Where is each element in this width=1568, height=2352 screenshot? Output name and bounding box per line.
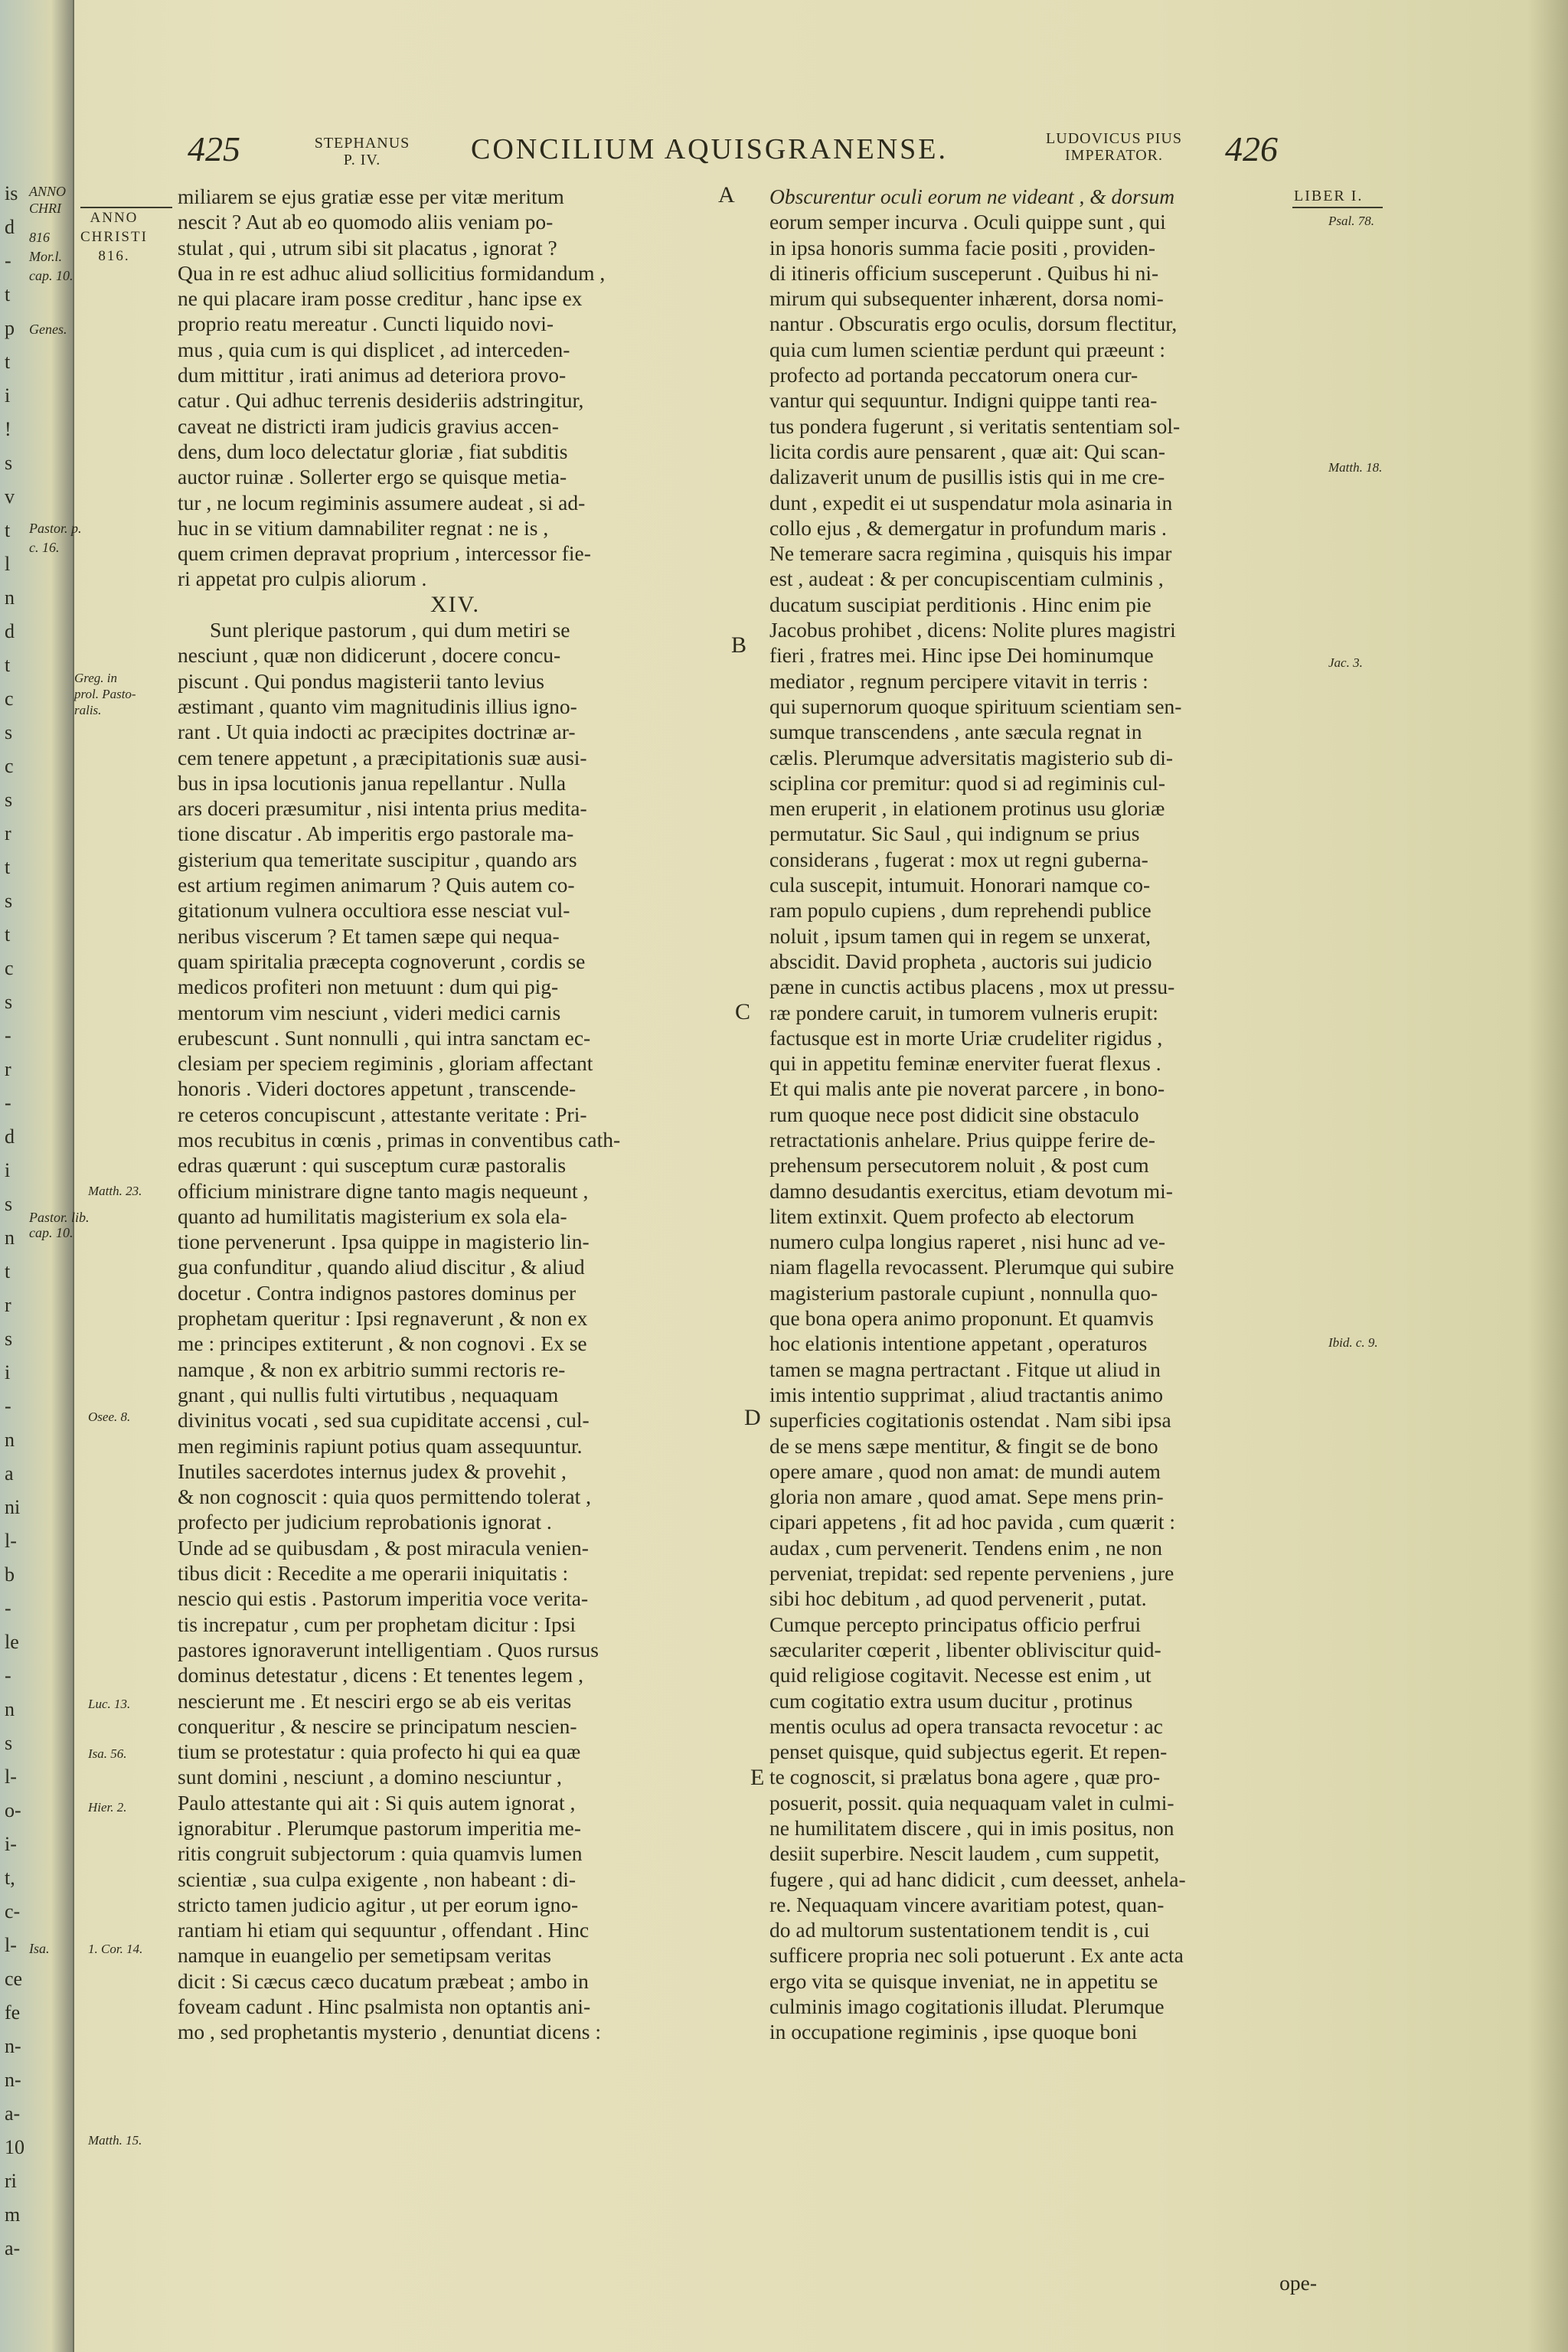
text-line: nescierunt me . Et nesciri ergo se ab eis veritas — [178, 1688, 572, 1713]
text-line: sibi hoc debitum , ad quod pervenerit , putat. — [769, 1586, 1147, 1611]
text-line: culminis imago cogitationis illudat. Plerumque — [769, 1994, 1165, 2019]
previous-page-fragment: d — [5, 1125, 15, 1148]
text-line: vantur qui sequuntur. Indigni quippe tanti rea- — [769, 388, 1158, 413]
previous-page-fragment: ri — [5, 2170, 17, 2192]
text-line: officium ministrare digne tanto magis nequeunt , — [178, 1178, 589, 1203]
previous-page-fragment: n — [5, 1227, 15, 1249]
previous-page-fragment: is — [5, 182, 18, 204]
text-line: scientiæ , sua culpa exigente , non habeant : di- — [178, 1867, 577, 1891]
text-line: sæculariter cœperit , libenter obliviscitur quid- — [769, 1637, 1161, 1661]
text-line: tione discatur . Ab imperitis ergo pastorale ma- — [178, 822, 574, 846]
text-line: clesiam per speciem regiminis , gloriam affectant — [178, 1051, 593, 1076]
previous-page-fragment: a- — [5, 2102, 21, 2125]
text-line: retractationis anhelare. Prius quippe ferire de- — [769, 1127, 1155, 1152]
text-line: desiit superbire. Nescit laudem , cum suppetit, — [769, 1841, 1160, 1866]
text-line: ræ pondere caruit, in tumorem vulneris erupit: — [769, 1000, 1158, 1024]
previous-page-fragment: b — [5, 1563, 15, 1586]
previous-page-fragment: c- — [5, 1900, 21, 1922]
text-line: considerans , fugerat : mox ut regni guberna- — [769, 847, 1148, 871]
previous-page-fragment: a- — [5, 2237, 21, 2259]
previous-page-fragment: i — [5, 1159, 11, 1181]
previous-page-fragment: t — [5, 283, 11, 305]
previous-page-fragment: d — [5, 216, 15, 238]
text-line: dicit : Si cæcus cæco ducatum præbeat ; ambo in — [178, 1968, 589, 1993]
previous-page-fragment: r — [5, 822, 11, 844]
text-line: magisterium pastorale cupiunt , nonnulla quo- — [769, 1280, 1158, 1305]
previous-page-fragment: c — [5, 755, 14, 777]
previous-page-fragment: d — [5, 620, 15, 642]
text-line: prehensum persecutorem noluit , & post cum — [769, 1153, 1149, 1178]
text-line: tur , ne locum regiminis assumere audeat , si ad- — [178, 490, 586, 514]
text-line: ritis congruit subjectorum : quia quamvis lumen — [178, 1841, 583, 1866]
text-line: tione pervenerunt . Ipsa quippe in magisterio lin- — [178, 1230, 590, 1254]
margin-note-matth-18: Matth. 18. — [1328, 460, 1383, 475]
previous-page-fragment: s — [5, 1193, 13, 1215]
text-line: permutatur. Sic Saul , qui indignum se prius — [769, 822, 1140, 846]
previous-page-fragment: n — [5, 1698, 15, 1720]
text-line: nescio qui estis . Pastorum imperitia voce verita- — [178, 1586, 589, 1611]
previous-page-fragment: i — [5, 1361, 11, 1383]
previous-page-fragment: c — [5, 688, 14, 710]
margin-note-hier-2: Hier. 2. — [88, 1800, 127, 1815]
text-line: auctor ruinæ . Sollerter ergo se quisque metia- — [178, 465, 567, 489]
previous-page-fragment: m — [5, 2203, 21, 2226]
previous-page-note: Genes. — [29, 322, 67, 337]
text-line: tium se protestatur : quia profecto hi qui ea quæ — [178, 1740, 581, 1764]
margin-letter-e: E — [750, 1765, 765, 1790]
margin-note-matth-15: Matth. 15. — [88, 2133, 142, 2148]
text-line: te cognoscit, si prælatus bona agere , quæ pro- — [769, 1765, 1161, 1789]
text-line: damno desudantis exercitus, etiam devotum mi- — [769, 1178, 1173, 1203]
text-line: cum cogitatio extra usum ducitur , protinus — [769, 1688, 1133, 1713]
text-line: Cumque percepto principatus officio perfrui — [769, 1612, 1142, 1636]
previous-page-fragment: t — [5, 1260, 11, 1282]
text-line: noluit , ipsum tamen qui in regem se unxerat, — [769, 923, 1151, 948]
previous-page-note: 816 — [29, 230, 50, 245]
text-line: ducatum suscipiat perditionis . Hinc enim pie — [769, 592, 1152, 616]
liber-label: LIBER I. — [1294, 188, 1364, 204]
text-line: medicos profiteri non metuunt : dum qui pig- — [178, 975, 559, 999]
previous-page-fragment: le — [5, 1631, 19, 1653]
text-line: ne humilitatem discere , qui in imis positus, non — [769, 1816, 1174, 1840]
text-line: opere amare , quod non amat: de mundi autem — [769, 1459, 1161, 1483]
text-line: dominus detestatur , dicens : Et tenentes legem , — [178, 1663, 584, 1687]
previous-page-fragment: t — [5, 654, 11, 676]
previous-page-fragment: s — [5, 991, 13, 1013]
text-line: posuerit, possit. quia nequaquam valet in culmi- — [769, 1790, 1174, 1815]
text-line: nantur . Obscuratis ergo oculis, dorsum flectitur, — [769, 312, 1178, 336]
text-line: quam spiritalia præcepta cognoverunt , cordis se — [178, 949, 586, 973]
running-head-right-line-2: IMPERATOR. — [1065, 147, 1163, 164]
text-line: mentorum vim nesciunt , videri medici carnis — [178, 1000, 561, 1024]
text-line: erubescunt . Sunt nonnulli , qui intra sanctam ec- — [178, 1025, 591, 1050]
text-line: profecto ad portanda peccatorum onera cur- — [769, 363, 1138, 387]
text-line: & non cognoscit : quia quos permittendo tolerat , — [178, 1485, 591, 1509]
text-line: Ne temerare sacra regimina , quisquis his impar — [769, 541, 1172, 566]
text-line: gisterium qua temeritate suscipitur , quando ars — [178, 847, 577, 871]
margin-note-greg — [74, 670, 136, 718]
text-line: mus , quia cum is qui displicet , ad interceden- — [178, 337, 570, 361]
running-head-right-line-1: LUDOVICUS PIUS — [1046, 130, 1182, 147]
text-line: collo ejus , & demergatur in profundum maris . — [769, 515, 1167, 540]
text-line: rantiam hi etiam qui sequuntur , offendant . Hinc — [178, 1918, 590, 1942]
text-line: Inutiles sacerdotes internus judex & provehit , — [178, 1459, 567, 1483]
text-line: fugere , qui ad hanc didicit , cum deesset, anhela- — [769, 1867, 1186, 1891]
text-line: est artium regimen animarum ? Quis autem co- — [178, 873, 575, 897]
margin-letter-b: B — [731, 632, 747, 658]
margin-letter-d: D — [744, 1405, 761, 1430]
text-line: cipari appetens , fit ad hoc pavida , cum quærit : — [769, 1510, 1175, 1534]
text-line: tibus dicit : Recedite a me operarii iniquitatis : — [178, 1561, 569, 1586]
text-line: licita cordis aure pensarent , quæ ait: Qui scan- — [769, 439, 1165, 463]
previous-page-fragment: - — [5, 1664, 11, 1687]
margin-note-line: prol. Pasto- — [74, 687, 136, 701]
text-line: stulat , qui , utrum sibi sit placatus , ignorat ? — [178, 235, 557, 260]
text-line: dunt , expedit ei ut suspendatur mola asinaria in — [769, 490, 1173, 514]
previous-page-fragment: i- — [5, 1833, 17, 1855]
margin-note-line: ralis. — [74, 703, 102, 717]
catchword: ope- — [1279, 2271, 1317, 2295]
previous-page-fragment: s — [5, 789, 13, 811]
right-column — [769, 184, 1317, 2045]
previous-page-fragment: ! — [5, 418, 11, 440]
text-line: æstimant , quanto vim magnitudinis illius igno- — [178, 694, 577, 718]
text-line: penset quisque, quid subjectus egerit. Et repen- — [769, 1740, 1168, 1764]
text-line: cælis. Plerumque adversitatis magisterio sub di- — [769, 745, 1173, 769]
text-line: piscunt . Qui pondus magisterii tanto levius — [178, 668, 544, 693]
text-line: quia cum lumen scientiæ perdunt qui præeunt : — [769, 337, 1166, 361]
previous-page-note: cap. 10. — [29, 268, 74, 283]
previous-page-note: cap. 10. — [29, 1225, 74, 1240]
previous-page-note: Mor.l. — [29, 249, 63, 264]
page-number-left: 425 — [188, 129, 240, 168]
previous-page-fragment: s — [5, 1732, 13, 1754]
running-head-left-line-1: STEPHANUS — [314, 135, 410, 152]
text-line: ri appetat pro culpis aliorum . — [178, 567, 427, 591]
text-line: docetur . Contra indignos pastores dominus per — [178, 1280, 577, 1305]
text-line: gua confunditur , quando aliud discitur , & aliud — [178, 1255, 585, 1279]
previous-page-fragment: c — [5, 957, 14, 979]
text-line: est , audeat : & per concupiscentiam culminis , — [769, 567, 1164, 591]
text-line: bus in ipsa locutionis janua repellantur . Nulla — [178, 770, 567, 795]
margin-note-psal-78: Psal. 78. — [1328, 214, 1374, 228]
text-line: pæne in cunctis actibus placens , mox ut pressu- — [769, 975, 1175, 999]
previous-page-fragment: n- — [5, 2069, 21, 2091]
text-line: sunt domini , nesciunt , a domino nesciuntur , — [178, 1765, 562, 1789]
previous-page-fragment: - — [5, 1092, 11, 1114]
text-line: fieri , fratres mei. Hinc ipse Dei hominumque — [769, 643, 1154, 668]
text-line: quanto ad humilitatis magisterium ex sola ela- — [178, 1204, 567, 1228]
margin-note-luc-13: Luc. 13. — [88, 1697, 131, 1711]
anno-christi — [80, 208, 148, 266]
text-line: mentis oculus ad opera transacta revocetur : ac — [769, 1713, 1163, 1738]
text-line: numero culpa longius raperet , nisi hunc ad ve- — [769, 1230, 1165, 1254]
text-line: me : principes extiterunt , & non cognovi . Ex se — [178, 1331, 587, 1356]
running-head-left-line-2: P. IV. — [343, 152, 381, 168]
text-line: foveam cadunt . Hinc psalmista non optantis ani- — [178, 1994, 591, 2019]
previous-page-fragment: t — [5, 923, 11, 946]
text-line: mos recubitus in cœnis , primas in conventibus cath- — [178, 1127, 621, 1152]
text-line: in occupatione regiminis , ipse quoque boni — [769, 2020, 1138, 2044]
previous-page-fragment: t — [5, 519, 11, 541]
previous-page-fragment: r — [5, 1058, 11, 1080]
text-line: cem tenere appetunt , a præcipitationis suæ ausi- — [178, 745, 587, 769]
text-line: Qua in re est adhuc aliud sollicitius formidandum , — [178, 260, 606, 285]
previous-page-fragment: s — [5, 1328, 13, 1350]
previous-page-note: c. 16. — [29, 540, 60, 555]
text-line: ram populo cupiens , dum reprehendi publice — [769, 898, 1152, 923]
previous-page-fragment: n- — [5, 2035, 21, 2057]
text-line: eorum semper incurva . Oculi quippe sunt , qui — [769, 210, 1166, 234]
previous-page-fragment: t — [5, 351, 11, 373]
previous-page-fragment: s — [5, 890, 13, 912]
previous-page-note: CHRI — [29, 201, 61, 216]
text-line: caveat ne districti iram judicis gravius accen- — [178, 413, 559, 438]
text-line: miliarem se ejus gratiæ esse per vitæ meritum — [178, 185, 564, 208]
margin-note-jac-3: Jac. 3. — [1328, 655, 1363, 670]
text-line: abscidit. David propheta , auctoris sui judicio — [769, 949, 1152, 973]
text-line: nesciunt , quæ non didicerunt , docere concu- — [178, 643, 561, 668]
text-line: mirum qui subsequenter inhærent, dorsa nomi- — [769, 286, 1164, 311]
text-line: sufficere propria nec soli potuerunt . Ex ante acta — [769, 1943, 1184, 1968]
anno-line-1: ANNO — [90, 210, 139, 226]
text-line: hoc elationis intentione appetant , operaturos — [769, 1331, 1148, 1356]
text-line: in ipsa honoris summa facie positi , providen- — [769, 235, 1156, 260]
previous-page-fragment: ni — [5, 1496, 21, 1518]
text-line: Sunt plerique pastorum , qui dum metiri se — [210, 618, 570, 642]
previous-page-fragment: t, — [5, 1867, 15, 1889]
text-line: perveniat, trepidat: sed repente perveniens , jure — [769, 1561, 1174, 1586]
text-line: prophetam queritur : Ipsi regnaverunt , & non ex — [178, 1306, 588, 1331]
previous-page-fragment: p — [5, 317, 15, 339]
text-line: qui in appetitu feminæ enerviter fuerat flexus . — [769, 1051, 1161, 1076]
text-line: men eruperit , in elationem protinus usu gloriæ — [769, 796, 1165, 821]
margin-note-line: Greg. in — [74, 671, 118, 685]
previous-page-fragment: n — [5, 1429, 15, 1451]
margin-note-ibid-c9: Ibid. c. 9. — [1328, 1335, 1378, 1350]
text-line: qui supernorum quoque spirituum scientiam sen- — [769, 694, 1182, 718]
section-number: XIV. — [430, 591, 480, 617]
text-line: re ceteros concupiscunt , attestante veritate : Pri- — [178, 1102, 587, 1126]
text-line: Paulo attestante qui ait : Si quis autem ignorat , — [178, 1790, 576, 1815]
text-line: catur . Qui adhuc terrenis desideriis adstringitur, — [178, 388, 584, 413]
text-line: quem crimen depravat proprium , intercessor fie- — [178, 541, 591, 566]
text-line: Jacobus prohibet , dicens: Nolite plures magistri — [769, 618, 1176, 642]
previous-page-note: Pastor. p. — [29, 521, 82, 536]
margin-note-1-cor-14: 1. Cor. 14. — [88, 1942, 143, 1956]
text-line: audax , cum pervenerit. Tendens enim , ne non — [769, 1535, 1163, 1560]
previous-page-fragment: n — [5, 586, 15, 609]
previous-page-fragment: o- — [5, 1799, 21, 1821]
text-line: gnant , qui nullis fulti virtutibus , nequaquam — [178, 1382, 559, 1406]
text-line: tus pondera fugerunt , si veritatis sententiam sol- — [769, 413, 1181, 438]
previous-page-fragment: s — [5, 452, 13, 474]
margin-note-isa-56: Isa. 56. — [88, 1746, 127, 1761]
margin-letter-a: A — [718, 182, 735, 207]
text-line: niam flagella revocassent. Plerumque qui subire — [769, 1255, 1174, 1279]
previous-page-fragment: ce — [5, 1968, 23, 1990]
text-line: mediator , regnum percipere vitavit in terris : — [769, 668, 1148, 693]
previous-page-fragment: s — [5, 721, 13, 743]
text-line: rum quoque nece post didicit sine obstaculo — [769, 1102, 1139, 1126]
text-line: ignorabitur . Plerumque pastorum imperitia me- — [178, 1816, 581, 1840]
previous-page-fragment: t — [5, 856, 11, 878]
running-head-right — [1026, 130, 1202, 164]
text-line: superficies cogitationis ostendat . Nam sibi ipsa — [769, 1408, 1171, 1432]
text-line: ars doceri præsumitur , nisi intenta prius medita- — [178, 796, 587, 821]
text-line: conqueritur , & nescire se principatum nescien- — [178, 1713, 577, 1738]
text-line: dens, dum loco delectatur gloriæ , fiat subditis — [178, 439, 568, 463]
page-edge-shadow — [1527, 0, 1568, 2352]
margin-note-osee-8: Osee. 8. — [88, 1410, 131, 1424]
text-line: de se mens sæpe mentitur, & fingit se de bono — [769, 1433, 1158, 1458]
previous-page-fragment: l- — [5, 1934, 17, 1956]
text-line: mo , sed prophetantis mysterio , denuntiat dicens : — [178, 2020, 601, 2044]
previous-page-fragment: - — [5, 1597, 11, 1619]
text-line: nescit ? Aut ab eo quomodo aliis veniam po- — [178, 210, 554, 234]
text-line: re. Nequaquam vincere avaritiam potest, quan- — [769, 1892, 1165, 1916]
text-line: Unde ad se quibusdam , & post miracula venien- — [178, 1535, 589, 1560]
text-line: gloria non amare , quod amat. Sepe mens prin- — [769, 1485, 1164, 1509]
left-column — [178, 184, 733, 2045]
previous-page-fragment: v — [5, 485, 15, 508]
previous-page-fragment: - — [5, 1024, 11, 1047]
text-line: imis intentio supprimat , aliud tractantis animo — [769, 1382, 1164, 1406]
margin-note-matth-23: Matth. 23. — [88, 1184, 142, 1198]
text-line: di itineris officium susceperunt . Quibus hi ni- — [769, 260, 1159, 285]
running-head-left — [297, 135, 427, 168]
text-line: proprio reatu mereatur . Cuncti liquido novi- — [178, 312, 554, 336]
previous-page-fragment: l- — [5, 1530, 17, 1552]
text-line: men regiminis rapiunt potius quam assequuntur. — [178, 1433, 583, 1458]
text-line: tamen se magna pertractant . Fitque ut aliud in — [769, 1357, 1161, 1381]
previous-page-fragment: - — [5, 1395, 11, 1417]
text-line: gitationum vulnera occultiora esse nesciat vul- — [178, 898, 570, 923]
previous-page-fragment: a — [5, 1462, 14, 1485]
previous-page-note: ANNO — [29, 184, 67, 199]
text-line: cula suscepit, intumuit. Honorari namque co- — [769, 873, 1151, 897]
text-line: edras quærunt : qui susceptum curæ pastoralis — [178, 1153, 567, 1178]
margin-letter-c: C — [735, 999, 751, 1024]
text-line: stricto tamen judicio agitur , ut per eorum igno- — [178, 1892, 579, 1916]
text-line: huc in se vitium damnabiliter regnat : ne is , — [178, 515, 549, 540]
previous-page-fragment: l- — [5, 1766, 17, 1788]
page-title: CONCILIUM AQUISGRANENSE. — [471, 133, 949, 165]
text-line: do ad multorum sustentationem tendit is , cui — [769, 1918, 1150, 1942]
previous-page-fragment: r — [5, 1294, 11, 1316]
page-number-right: 426 — [1225, 129, 1278, 168]
text-line: sumque transcendens , ante sæcula regnat in — [769, 720, 1142, 744]
text-line: sciplina cor premitur: quod si ad regiminis cul- — [769, 770, 1166, 795]
text-line: que bona opera animo proponunt. Et quamvis — [769, 1306, 1154, 1331]
text-line: dalizaverit unum de pusillis istis qui in me cre- — [769, 465, 1165, 489]
text-line: factusque est in morte Uriæ crudeliter rigidus , — [769, 1025, 1163, 1050]
text-line: divinitus vocati , sed sua cupiditate accensi , cul- — [178, 1408, 590, 1432]
text-line: litem extinxit. Quem profecto ab electorum — [769, 1204, 1135, 1228]
anno-line-2: CHRISTI — [80, 229, 148, 245]
text-line: neribus viscerum ? Et tamen sæpe qui nequa- — [178, 923, 560, 948]
previous-page-note: Isa. — [29, 1941, 50, 1956]
text-line: Et qui malis ante pie noverat parcere , in bono- — [769, 1076, 1165, 1101]
text-line: honoris . Videri doctores appetunt , transcende- — [178, 1076, 577, 1101]
previous-page-fragment: 10 — [5, 2136, 24, 2158]
text-line: profecto per judicium reprobationis ignorat . — [178, 1510, 552, 1534]
previous-page-fragment: i — [5, 384, 11, 407]
anno-line-3: 816. — [98, 248, 130, 264]
previous-page-fragment: l — [5, 553, 11, 575]
previous-page-fragment: fe — [5, 2001, 21, 2024]
text-line: ne qui placare iram posse creditur , hanc ipse ex — [178, 286, 583, 311]
previous-page-note: Pastor. lib. — [29, 1210, 90, 1225]
text-line: dum mittitur , irati animus ad deteriora provo- — [178, 363, 567, 387]
previous-page-fragment: - — [5, 250, 11, 272]
text-line: namque , & non ex arbitrio summi rectoris re- — [178, 1357, 566, 1381]
text-line: pastores ignoraverunt intelligentiam . Quos rursus — [178, 1637, 599, 1661]
text-line: quid religiose cogitavit. Necesse est enim , ut — [769, 1663, 1152, 1687]
text-line: tis increpatur , cum per prophetam dicitur : Ipsi — [178, 1612, 577, 1636]
text-line: ergo vita se quisque inveniat, ne in appetitu se — [769, 1968, 1158, 1993]
text-line: Obscurentur oculi eorum ne videant , & dorsum — [769, 185, 1175, 208]
text-line: rant . Ut quia indocti ac præcipites doctrinæ ar- — [178, 720, 576, 744]
text-line: namque in euangelio per semetipsam veritas — [178, 1943, 551, 1968]
